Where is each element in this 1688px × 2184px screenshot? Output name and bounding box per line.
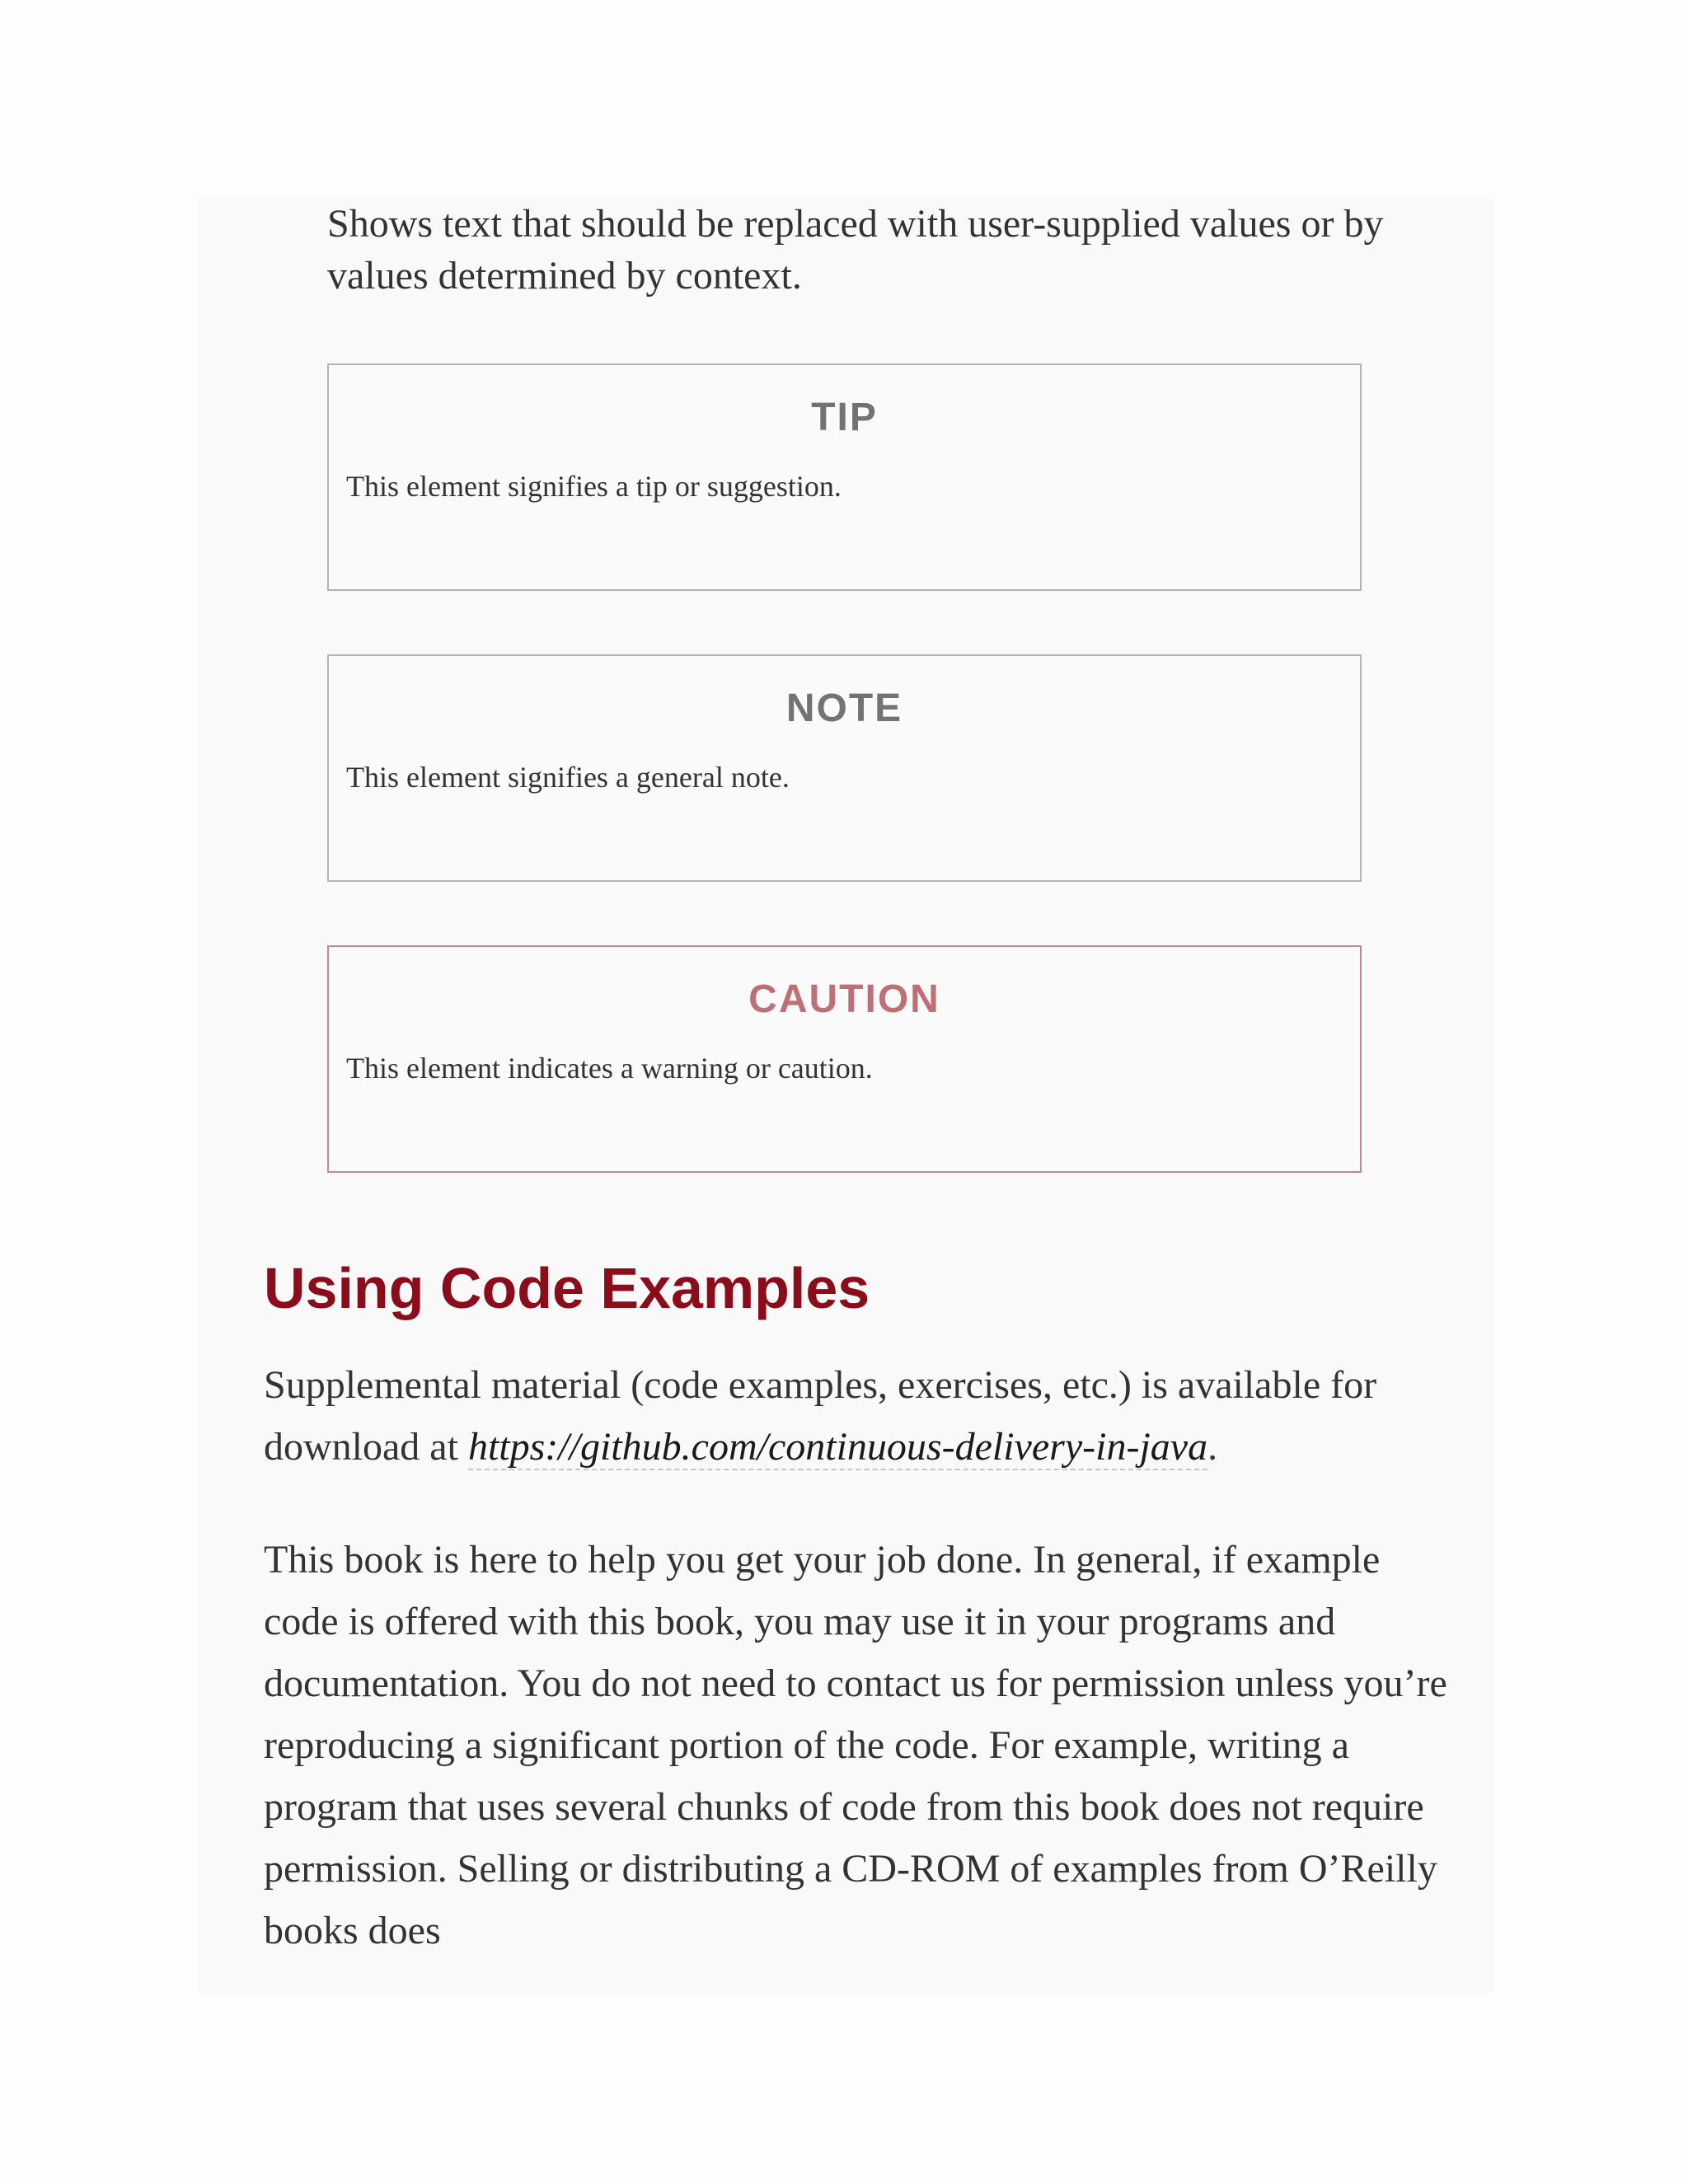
- note-box: [327, 654, 1362, 882]
- intro-paragraph: Shows text that should be replaced with user-supplied values or by values determined by context.: [327, 202, 1384, 298]
- book-page: [198, 198, 1493, 1993]
- caution-body: This element indicates a warning or caution.: [346, 1052, 873, 1085]
- note-title: NOTE: [785, 687, 903, 730]
- supplemental-text: Supplemental material (code examples, exercises, etc.) is available for download at: [264, 1363, 1377, 1469]
- section-heading: Using Code Examples: [264, 1256, 870, 1320]
- tip-title: TIP: [811, 396, 878, 439]
- github-link[interactable]: https://github.com/continuous-delivery-in-java: [467, 1425, 1208, 1469]
- note-body: This element signifies a general note.: [346, 761, 790, 794]
- tip-body: This element signifies a tip or suggestion.: [346, 470, 842, 503]
- supplemental-paragraph: [264, 1354, 1451, 1478]
- caution-box: [327, 945, 1362, 1173]
- tip-box: [327, 363, 1362, 591]
- supplemental-period: .: [1207, 1425, 1218, 1469]
- permissions-paragraph: This book is here to help you get your job done. In general, if example code is offered with this book, you may use it in your programs and documentation. You do not need to contact us for permission unless you’re reproducing a significant portion of the code. For example, writing a program that uses several chunks of code from this book does not require permission. Selling or distributing a CD-ROM of examples from O’Reilly books does: [264, 1538, 1447, 1952]
- caution-title: CAUTION: [748, 977, 940, 1021]
